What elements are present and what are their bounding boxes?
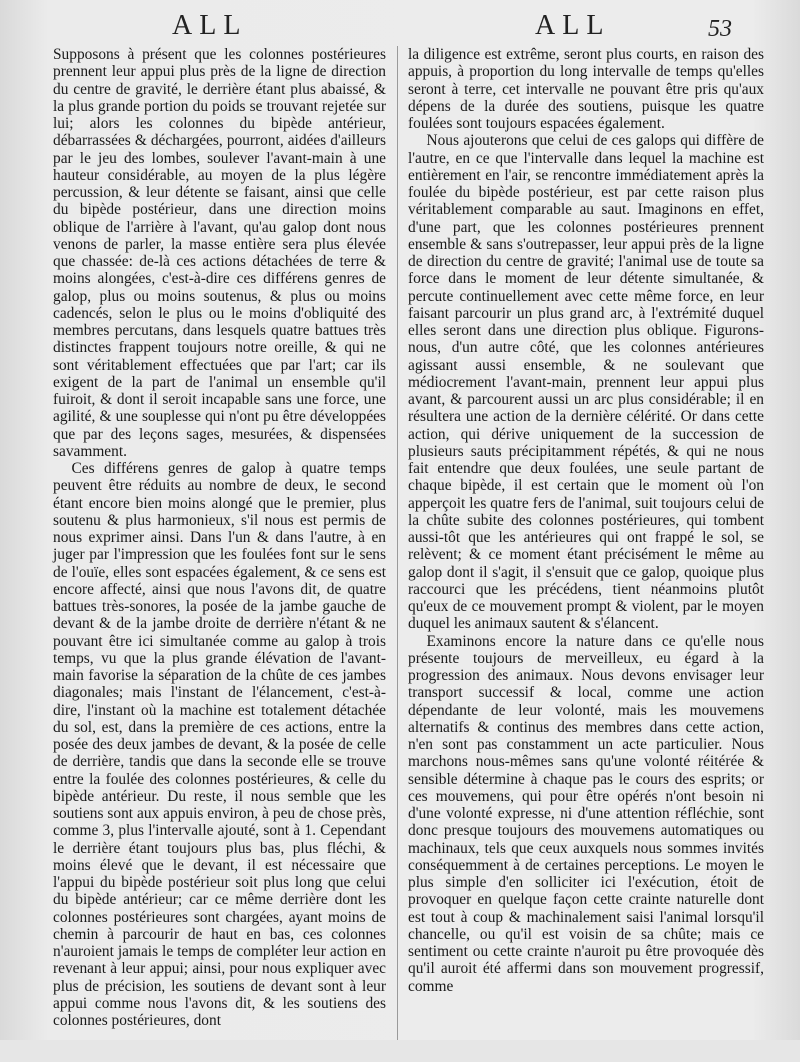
column-divider	[397, 46, 398, 1041]
paragraph: la diligence est extrême, seront plus courts, en raison des appuis, à proportion du long intervalle de temps qu'elles seront à terre, cet intervalle ne pouvant être pris qu'aux dépens de la durée des soutiens, puisque les quatre foulées sont toujours espacées également.	[408, 46, 764, 132]
paragraph: Nous ajouterons que celui de ces galops qui diffère de l'autre, en ce que l'intervalle dans lequel la machine est entièrement en l'air, se rencontre immédiatement après la foulée du bipède postérieur, est par cette raison plus véritablement comparable au saut. Imaginons en effet, d'une part, que les colonnes postérieures prennent ensemble & sans s'outrepasser, leur appui près de la ligne de direction du centre de gravité; l'animal use de toute sa force dans le moment de leur détente simultanée, & percute continuellement avec cette même force, en leur faisant parcourir un plus grand arc, à l'extrémité duquel elles seront dans une direction plus oblique. Figurons-nous, d'un autre côté, que les colonnes antérieures agissant aussi ensemble, & ne soulevant que médiocrement l'avant-main, prennent leur appui plus avant, & parcourent aussi un arc plus considérable; il en résultera une action de la dernière célérité. Or dans cette action, qui dérive uniquement de la succession de plusieurs sauts précipitamment répétés, & qui ne nous fait entendre que deux foulées, une seule partant de chaque bipède, il est certain que le moment où l'on apperçoit les quatre fers de l'animal, suit toujours celui de la chûte subite des colonnes postérieures, qui tombent aussi-tôt que les antérieures qui ont frappé le sol, se relèvent; & ce moment étant précisément le même au galop dont il s'agit, il s'ensuit que ce galop, quoique plus raccourci que les précédens, tient néanmoins plutôt qu'eux de ce mouvement prompt & violent, par le moyen duquel les animaux sautent & s'élancent.	[408, 132, 764, 633]
paragraph: Supposons à présent que les colonnes postérieures prennent leur appui plus près de la ligne de direction du centre de gravité, le derrière étant plus abaissé, & la plus grande portion du poids se trouvant rejetée sur lui; alors les colonnes du bipède antérieur, débarrassées & déchargées, pourront, aidées d'ailleurs par le jeu des lombes, soulever l'avant-main à une hauteur considérable, au moyen de la plus légère percussion, & leur détente se faisant, ainsi que celle du bipède postérieur, dans une direction moins oblique de l'arrière à l'avant, qu'au galop dont nous venons de parler, la masse entière sera plus élevée que chassée: de-là ces actions détachées de terre & moins alongées, c'est-à-dire ces différens genres de galop, plus ou moins soutenus, & plus ou moins cadencés, selon le plus ou le moins d'obliquité des membres percutans, dans lesquels quatre battues très distinctes frappent toujours notre oreille, & qui ne sont véritablement effectuées que par l'art; car ils exigent de la part de l'animal un ensemble qu'il fuiroit, & dont il seroit incapable sans une force, une agilité, & une souplesse qui n'ont pu être développées que par des leçons sages, mesurées, & dispensées savamment.	[53, 46, 386, 460]
paragraph: Ces différens genres de galop à quatre temps peuvent être réduits au nombre de deux, le second étant encore bien moins alongé que le premier, plus soutenu & plus harmonieux, s'il nous est permis de nous exprimer ainsi. Dans l'un & dans l'autre, à en juger par l'impression que les foulées font sur le sens de l'ouïe, elles sont espacées également, & ce sens est encore affecté, ainsi que nous l'avons dit, de quatre battues très-sonores, la posée de la jambe gauche de devant & de la jambe droite de derrière n'étant & ne pouvant être ici simultanée comme au galop à trois temps, vu que la plus grande élévation de l'avant-main favorise la séparation de la chûte de ces jambes diagonales; mais l'instant de l'élancement, c'est-à-dire, l'instant où la machine est totalement détachée du sol, est, dans la première de ces actions, entre la posée des deux jambes de devant, & la posée de celle de derrière, tandis que dans la seconde elle se trouve entre la foulée des colonnes postérieures, & celle du bipède antérieur. Du reste, il nous semble que les soutiens sont aux appuis environ, à peu de chose près, comme 3, plus l'intervalle ajouté, sont à 1. Cependant le derrière étant toujours plus bas, plus fléchi, & moins élevé que le devant, il est nécessaire que l'appui du bipède postérieur soit plus long que celui du bipède antérieur; car ce même derrière dont les colonnes postérieures sont chargées, ayant moins de chemin à parcourir de haut en bas, ces colonnes n'auroient jamais le temps de compléter leur action en revenant à leur appui; ainsi, pour nous expliquer avec plus de précision, les soutiens de devant sont à leur appui comme nous l'avons dit, & les soutiens des colonnes postérieures, dont	[53, 460, 386, 1029]
bottom-margin	[0, 1040, 800, 1062]
page-header	[0, 10, 800, 44]
paragraph: Examinons encore la nature dans ce qu'elle nous présente toujours de merveilleux, eu égard à la progression des animaux. Nous devons envisager leur transport successif & local, comme une action dépendante de leur volonté, mais les mouvemens alternatifs & continus des membres dans cette action, n'en sont pas constamment un acte particulier. Nous marchons nous-mêmes sans qu'une volonté réitérée & sensible détermine à chaque pas le cours des esprits; or ces mouvemens, qui pour être opérés n'ont besoin ni d'une volonté expresse, ni d'une attention réfléchie, sont donc presque toujours des mouvemens automatiques ou machinaux, tels que ceux auxquels nous sommes invités conséquemment à de certaines perceptions. Le moyen le plus simple d'en solliciter ici l'exécution, étoit de provoquer en quelque façon cette crainte naturelle dont est tout à coup & machinalement saisi l'animal lorsqu'il chancelle, ou qu'il est voisin de sa chûte; mais ce sentiment ou cette crainte n'auroit pu être provoquée dès qu'il auroit été affermi dans son mouvement progressif, comme	[408, 632, 764, 995]
running-head-right: ALL	[535, 10, 611, 41]
running-head-left: ALL	[172, 10, 248, 41]
page-number: 53	[708, 16, 732, 42]
right-column	[408, 46, 764, 995]
left-column	[53, 46, 386, 1029]
